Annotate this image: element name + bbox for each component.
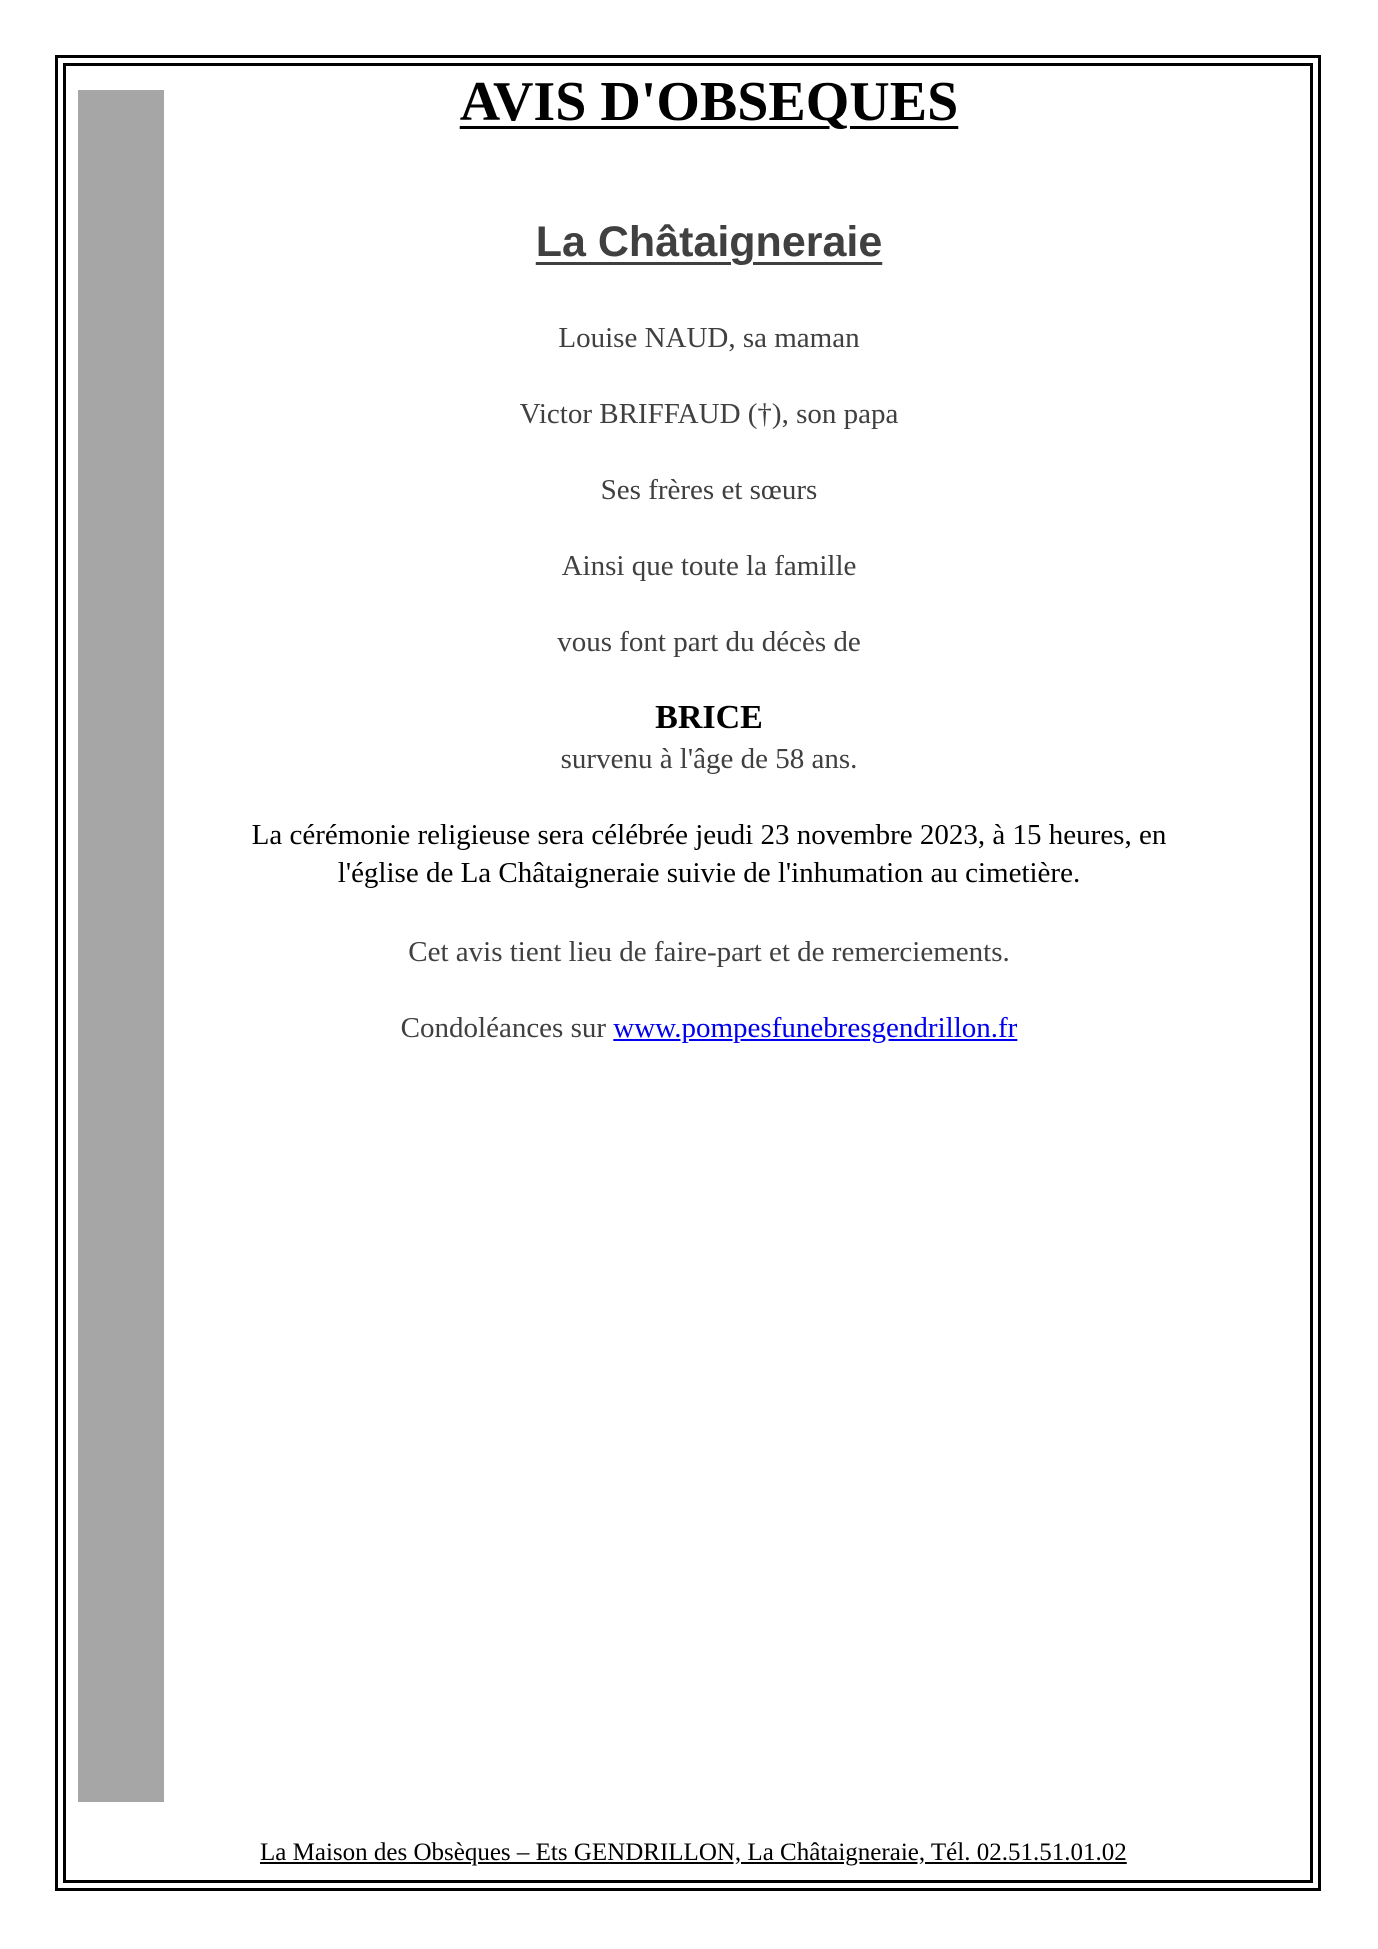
grey-side-bar	[78, 90, 164, 1802]
family-line-family: Ainsi que toute la famille	[561, 550, 857, 582]
location-heading: La Châtaigneraie	[535, 218, 883, 266]
condolences-line	[164, 1009, 1254, 1047]
ceremony-line-1: La cérémonie religieuse sera célébrée jeudi 23 novembre 2023, à 15 heures, en	[251, 819, 1167, 851]
notice-line: Cet avis tient lieu de faire-part et de remerciements.	[408, 936, 1010, 968]
announcement-line: vous font part du décès de	[557, 626, 861, 658]
family-line-mother: Louise NAUD, sa maman	[558, 322, 860, 354]
family-line-father: Victor BRIFFAUD (†), son papa	[519, 398, 899, 430]
ceremony-line-2: l'église de La Châtaigneraie suivie de l'inhumation au cimetière.	[337, 857, 1081, 889]
deceased-name: BRICE	[655, 699, 763, 736]
condolences-link[interactable]: www.pompesfunebresgendrillon.fr	[613, 1012, 1018, 1044]
deceased-age: survenu à l'âge de 58 ans.	[560, 743, 858, 775]
footer-funeral-home: La Maison des Obsèques – Ets GENDRILLON, La Châtaigneraie, Tél. 02.51.51.01.02	[260, 1839, 1127, 1866]
condolences-prefix: Condoléances sur	[400, 1012, 614, 1044]
notice-title: AVIS D'OBSEQUES	[459, 71, 959, 133]
family-line-siblings: Ses frères et sœurs	[600, 474, 818, 506]
